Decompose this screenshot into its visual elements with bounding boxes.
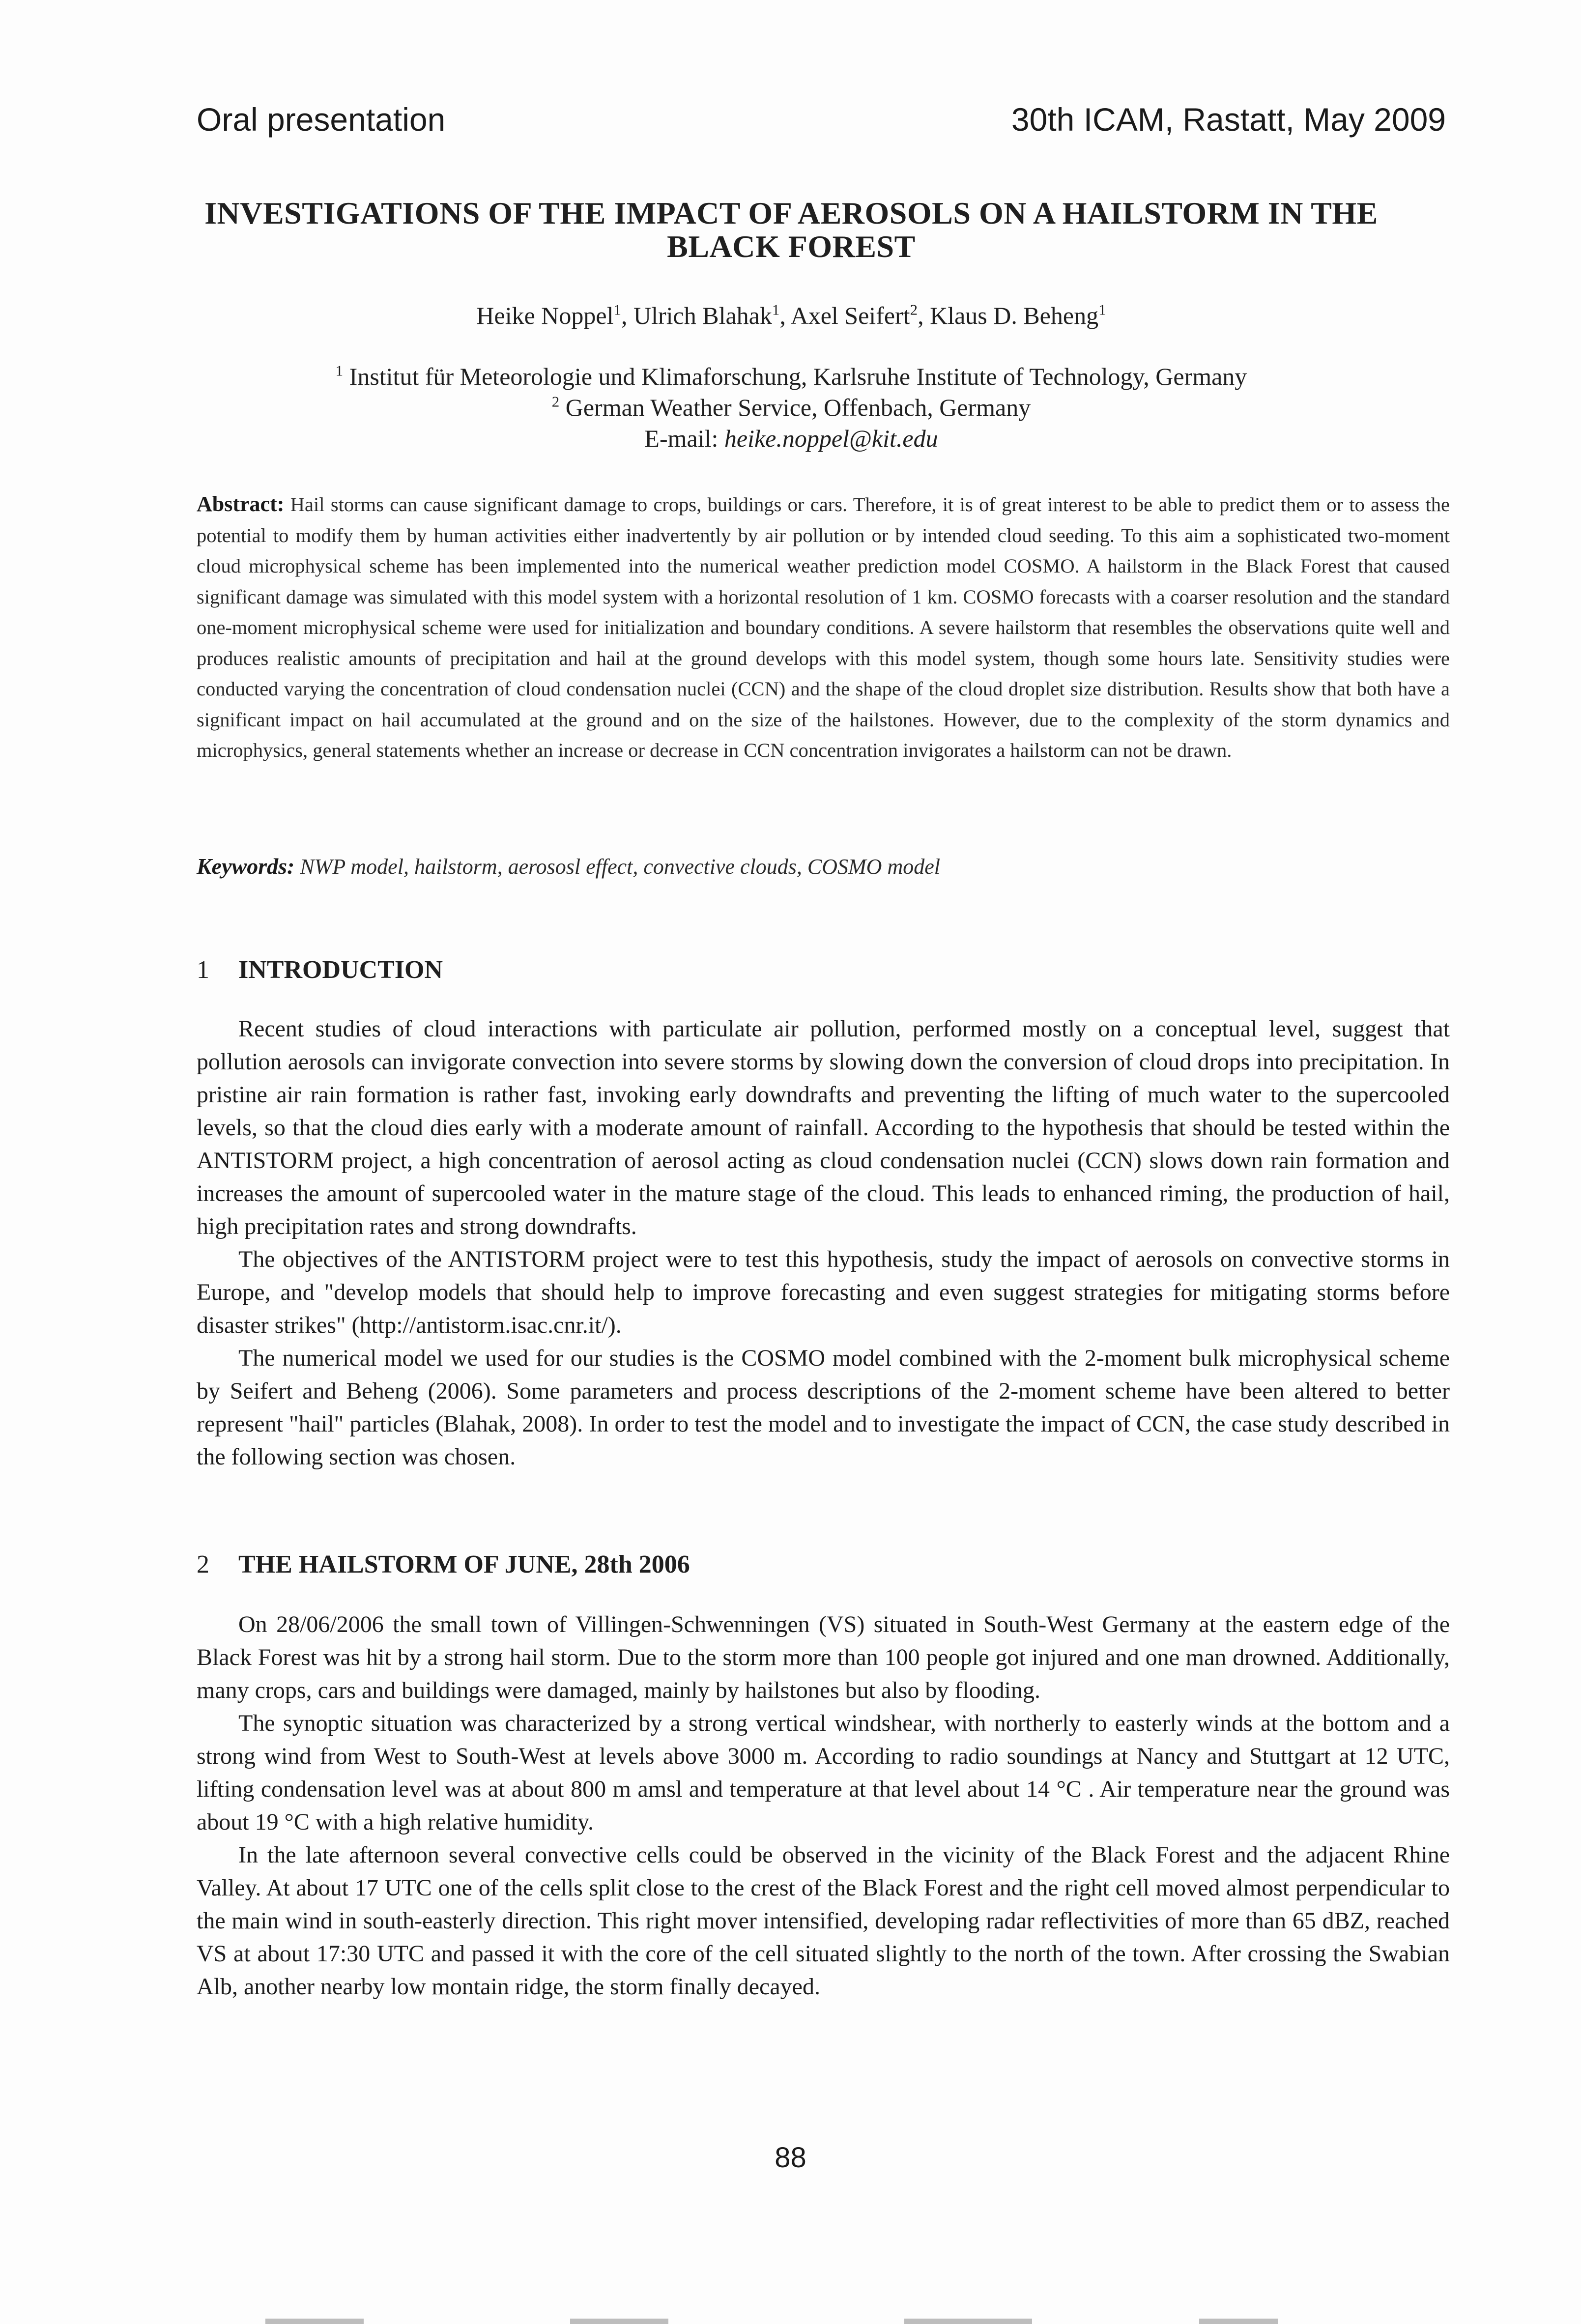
author-name: Axel Seifert xyxy=(790,302,910,329)
paragraph: In the late afternoon several convective cells could be observed in the vicinity of the Black Forest and the adjacent Rhine Valley. At about 17 UTC one of the cells split close to the crest of the Black Forest and the right cell moved almost perpendicular to the main wind in south-easterly direction. This right mover intensified, developing radar reflectivities of more than 65 dBZ, reached VS at about 17:30 UTC and passed it with the core of the cell situated slightly to the north of the town. After crossing the Swabian Alb, another nearby low montain ridge, the storm finally decayed. xyxy=(197,1842,1450,2000)
email-address: heike.noppel@kit.edu xyxy=(724,425,938,452)
affiliation-text: Institut für Meteorologie und Klimaforschung, Karlsruhe Institute of Technology, Germany xyxy=(349,363,1247,390)
section-heading-introduction xyxy=(197,957,443,983)
keywords-label: Keywords: xyxy=(197,854,295,879)
section-number: 2 xyxy=(197,1550,209,1578)
paragraph: The objectives of the ANTISTORM project were to test this hypothesis, study the impact of aerosols on convective storms in Europe, and "develop models that should help to improve forecasting and even suggest strategies for mitigating storms before disaster strikes" (http://antistorm.isac.cnr.it/). xyxy=(197,1246,1450,1338)
email-label: E-mail: xyxy=(644,425,719,452)
author-name: Klaus D. Beheng xyxy=(930,302,1099,329)
section-body-introduction xyxy=(197,1012,1450,1473)
author-affiliation-mark: 2 xyxy=(910,301,918,318)
abstract-text: Hail storms can cause significant damage to crops, buildings or cars. Therefore, it is of great interest to be able to predict them or to assess the potential to modify them by human activities either inadvertently by air pollution or by intended cloud seeding. To this aim a sophisticated two-moment cloud microphysical scheme has been implemented into the numerical weather prediction model COSMO. A hailstorm in the Black Forest that caused significant damage was simulated with this model system with a horizontal resolution of 1 km. COSMO forecasts with a coarser resolution and the standard one-moment microphysical scheme were used for initialization and boundary conditions. A severe hailstorm that resembles the observations quite well and produces realistic amounts of precipitation and hail at the ground develops with this model system, though some hours late. Sensitivity studies were conducted varying the concentration of cloud condensation nuclei (CCN) and the shape of the cloud droplet size distribution. Results show that both have a significant impact on hail accumulated at the ground and on the size of the hailstones. However, due to the complexity of the storm dynamics and microphysics, general statements whether an increase or decrease in CCN concentration invigorates a hailstorm can not be drawn. xyxy=(197,493,1450,761)
abstract xyxy=(197,489,1450,766)
scan-edge-mark xyxy=(265,2319,364,2324)
section-body-hailstorm xyxy=(197,1608,1450,2003)
keywords-text: NWP model, hailstorm, aerososl effect, convective clouds, COSMO model xyxy=(300,855,940,879)
author-list: Heike Noppel$^1$, Ulrich Blahak$^1$, Axel Seifert$^2$, Klaus D. Beheng$^1$ xyxy=(476,301,1106,329)
affiliation-mark: 1 xyxy=(335,362,344,379)
scan-edge-mark xyxy=(904,2319,1032,2324)
author-affiliation-mark: 1 xyxy=(613,301,621,318)
affiliations xyxy=(162,361,1420,454)
paragraph: The synoptic situation was characterized by a strong vertical windshear, with northerly to easterly winds at the bottom and a strong wind from West to South-West at levels above 3000 m. According to radio soundings at Nancy and Stuttgart at 12 UTC, lifting condensation level was at about 800 m amsl and temperature at that level about 14 °C . Air temperature near the ground was about 19 °C with a high relative humidity. xyxy=(197,1710,1450,1835)
section-title-text: INTRODUCTION xyxy=(238,956,443,984)
paragraph: On 28/06/2006 the small town of Villingen-Schwenningen (VS) situated in South-West Germany at the eastern edge of the Black Forest was hit by a strong hail storm. Due to the storm more than 100 people got injured and one man drowned. Additionally, many crops, cars and buildings were damaged, mainly by hailstones but also by flooding. xyxy=(197,1611,1450,1703)
author-name: Heike Noppel xyxy=(476,302,614,329)
paper-title: INVESTIGATIONS OF THE IMPACT OF AEROSOLS ON A HAILSTORM IN THE BLACK FOREST xyxy=(204,196,1378,264)
paragraph: Recent studies of cloud interactions with particulate air pollution, performed mostly on a conceptual level, suggest that pollution aerosols can invigorate convection into severe storms by slowing down the conversion of cloud drops into precipitation. In pristine air rain formation is rather fast, invoking early downdrafts and preventing the lifting of much water to the supercooled levels, so that the cloud dies early with a moderate amount of rainfall. According to the hypothesis that should be tested within the ANTISTORM project, a high concentration of aerosol acting as cloud condensation nuclei (CCN) slows down rain formation and increases the amount of supercooled water in the mature stage of the cloud. This leads to enhanced riming, the production of hail, high precipitation rates and strong downdrafts. xyxy=(197,1016,1450,1239)
author-name: Ulrich Blahak xyxy=(633,302,772,329)
affiliation-text: German Weather Service, Offenbach, Germany xyxy=(565,394,1031,421)
affiliation-line xyxy=(162,361,1420,392)
author-affiliation-mark: 1 xyxy=(1098,301,1106,318)
section-number: 1 xyxy=(197,956,209,984)
scan-edge-mark xyxy=(1199,2319,1278,2324)
section-title-text: THE HAILSTORM OF JUNE, 28th 2006 xyxy=(238,1550,690,1578)
section-heading-hailstorm xyxy=(197,1552,690,1578)
scan-edge-mark xyxy=(570,2319,668,2324)
email-line xyxy=(162,423,1420,454)
paragraph: The numerical model we used for our studies is the COSMO model combined with the 2-moment bulk microphysical scheme by Seifert and Beheng (2006). Some parameters and process descriptions of the 2-moment scheme have been altered to better represent "hail" particles (Blahak, 2008). In order to test the model and to investigate the impact of CCN, the case study described in the following section was chosen. xyxy=(197,1345,1450,1470)
abstract-label: Abstract: xyxy=(197,492,285,516)
page-number: 88 xyxy=(775,2142,806,2174)
affiliation-mark: 2 xyxy=(551,393,560,410)
header-left: Oral presentation xyxy=(197,101,446,138)
header-right: 30th ICAM, Rastatt, May 2009 xyxy=(1011,101,1446,138)
author-affiliation-mark: 1 xyxy=(772,301,780,318)
keywords xyxy=(197,853,1450,880)
affiliation-line xyxy=(162,392,1420,423)
